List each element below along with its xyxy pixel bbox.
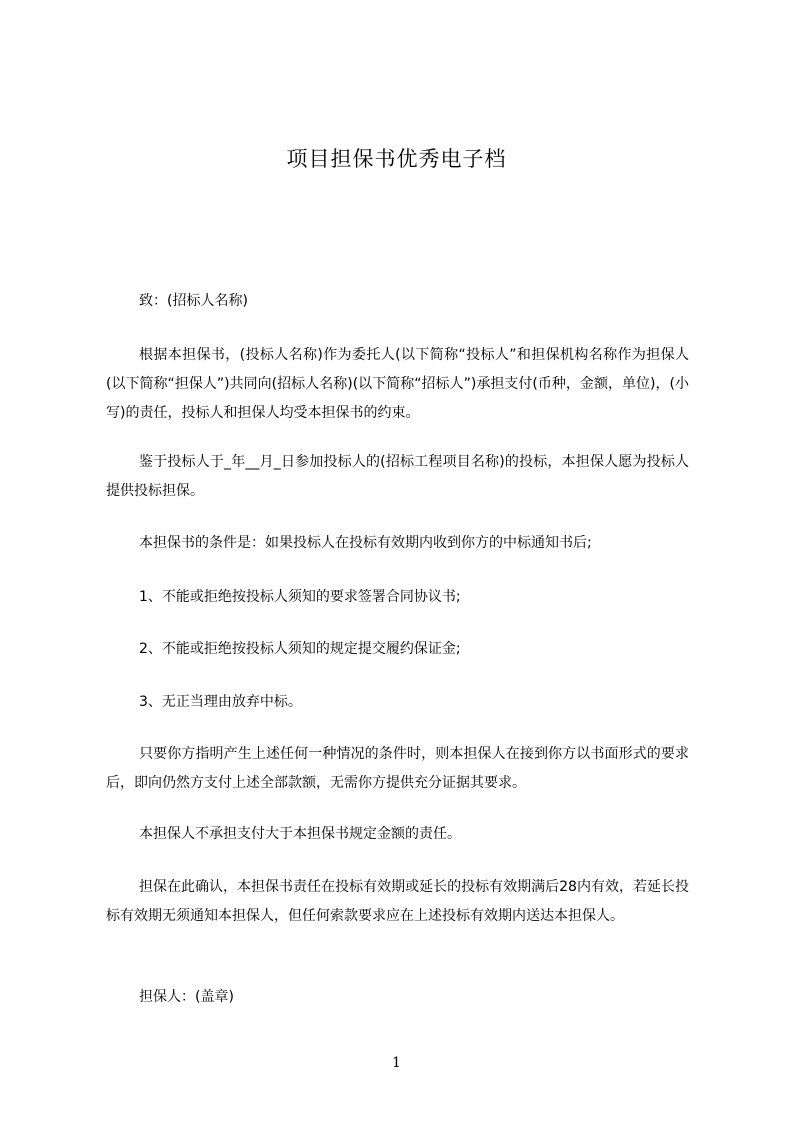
condition-item-1: 1、不能或拒绝按投标人须知的要求签署合同协议书; — [139, 589, 461, 605]
condition-item-3: 3、无正当理由放弃中标。 — [139, 694, 302, 710]
addressee-line: 致：(招标人名称) — [139, 293, 248, 309]
paragraph-payment-demand: 只要你方指明产生上述任何一种情况的条件时，则本担保人在接到你方以书面形式的要求后，即向仍然方支付上述全部款额，无需你方提供充分证据其要求。 — [106, 746, 689, 791]
condition-item-2: 2、不能或拒绝按投标人须知的规定提交履约保证金; — [139, 641, 461, 657]
paragraph-validity-period: 担保在此确认，本担保书责任在投标有效期或延长的投标有效期满后28内有效，若延长投标有效期无须通知本担保人，但任何索款要求应在上述投标有效期内送达本担保人。 — [106, 879, 689, 924]
paragraph-guarantee-basis: 根据本担保书，(投标人名称)作为委托人(以下简称“投标人”和担保机构名称作为担保人(以下简称“担保人”)共同向(招标人名称)(以下简称“招标人”)承担支付(币种，金额，单位)，(小写)的责任，投标人和担保人均受本担保书的约束。 — [106, 347, 689, 421]
guarantor-signature-line: 担保人：(盖章) — [139, 989, 234, 1005]
paragraph-bid-participation: 鉴于投标人于_年__月_日参加投标人的(招标工程项目名称)的投标，本担保人愿为投标人提供投标担保。 — [106, 454, 689, 499]
paragraph-liability-limit: 本担保人不承担支付大于本担保书规定金额的责任。 — [139, 826, 461, 842]
page-number: 1 — [392, 1055, 401, 1071]
paragraph-conditions-intro: 本担保书的条件是：如果投标人在投标有效期内收到你方的中标通知书后; — [139, 535, 592, 551]
page-title: 项目担保书优秀电子档 — [286, 147, 507, 171]
